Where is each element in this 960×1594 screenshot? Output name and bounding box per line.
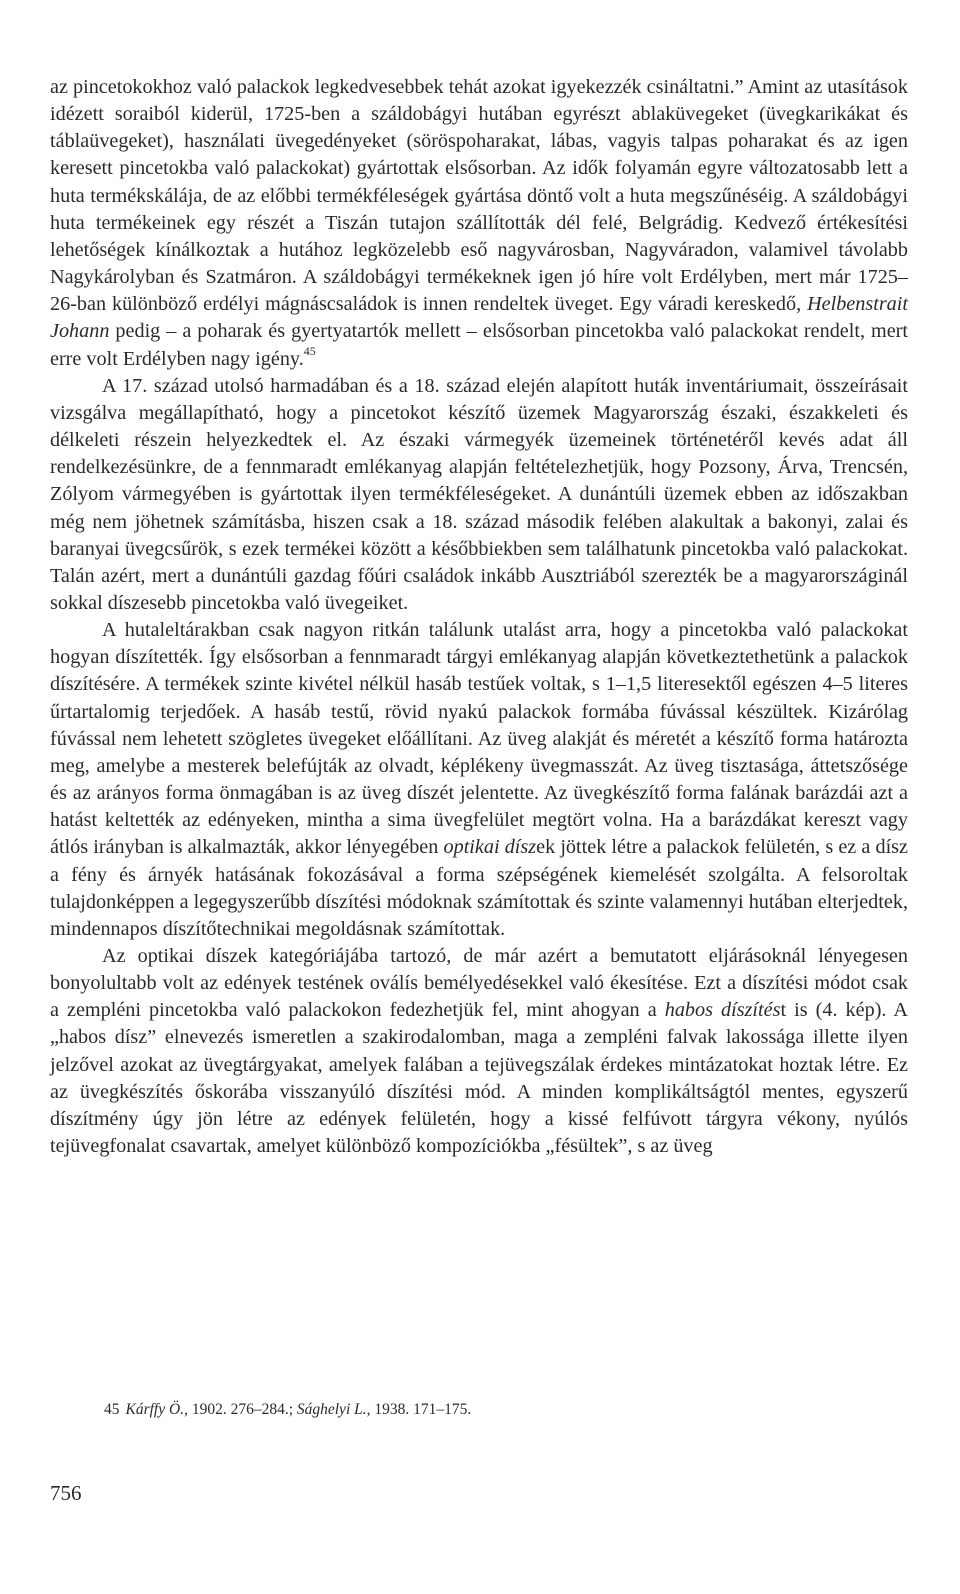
footnote xyxy=(104,1400,471,1420)
paragraph-text-segment: A hutaleltárakban csak nagyon ritkán találunk utalást arra, hogy a pincetokba való palackokat hogyan díszítették. Így elsősorban a fennmaradt tárgyi emlékanyag alapján következtethetünk a palackok díszítésére. A termékek szinte kivétel nélkül hasáb testűek voltak, s 1–1,5 literesektől egészen 4–5 literes űrtartalomig terjedőek. A hasáb testű, rövid nyakú palackok formába fúvással készültek. Kizárólag fúvással nem lehetett szögletes üvegeket előállítani. Az üveg alakját és méretét a készítő forma határozta meg, amelybe a mesterek belefújták az olvadt, képlékeny üvegmasszát. Az üveg tisztasága, áttetszősége és az arányos forma önmagában is az üveg díszét jelentette. Az üvegkészítő forma falának barázdái azt a hatást keltették az edényeken, mintha a sima üvegfelület megtört volna. Ha a barázdákat kereszt vagy átlós irányban is alkalmazták, akkor lényegében xyxy=(50,619,908,859)
paragraph-text-segment: A 17. század utolsó harmadában és a 18. század elején alapított huták inventáriumait, összeírásait vizsgálva megállapítható, hogy a pincetokot készítő üzemek Magyarország északi, északkeleti és délkeleti részein helyezkedtek el. Az északi vármegyék üzemeinek történetéről kevés adat áll rendelkezésünkre, de a fennmaradt emlékanyag alapján feltételezhetjük, hogy Pozsony, Árva, Trencsén, Zólyom vármegyében is gyártottak ilyen termékféleségeket. A dunántúli üzemek ebben az időszakban még nem jöhetnek számításba, hiszen csak a 18. század második felében alakultak a bakonyi, zalai és baranyai üvegcsűrök, s ezek termékei között a későbbiekben sem találhatunk pincetokba való palackokat. Talán azért, mert a dunántúli gazdag főúri családok inkább Ausztriából szerezték be a magyarországinál sokkal díszesebb pincetokba való üvegeiket. xyxy=(50,374,908,614)
paragraph-text-segment: pedig – a poharak és gyertyatartók mellett – elsősorban pincetokba való palackokat rendelt, mert erre volt Erdélyben nagy igény. xyxy=(50,320,908,370)
paragraph-1 xyxy=(50,74,908,373)
italic-name-helbenstrait: Helbenstrait Johann xyxy=(50,293,908,343)
page-number: 756 xyxy=(50,1481,82,1505)
paragraph-text-segment: t is (4. kép). A „habos dísz” elnevezés ismeretlen a szakirodalomban, maga a zempléni falvak lakossága illette ilyen jelzővel azokat az üvegtárgyakat, amelyek falában a tejüvegszálak érdekes mintázatokat hoztak létre. Ez az üvegkészítés őskorába visszanyúló díszítési mód. A minden komplikáltságtól mentes, egyszerű díszítmény úgy jön létre az edények felületén, hogy a kissé felfúvott tárgyra vékony, nyúlós tejüvegfonalat csavartak, amelyet különböző kompozíciókba „fésültek”, s az üveg xyxy=(50,999,908,1158)
footnote-text: , 1938. 171–175. xyxy=(366,1401,472,1418)
paragraph-text-segment: az pincetokokhoz való palackok legkedvesebbek tehát azokat igyekezzék csináltatni.” Amint az utasítások idézett soraiból kiderül, 1725-ben a száldobágyi hutában egyrészt ablaküvegeket (üvegkarikákat és táblaüvegeket), használati üvegedényeket (söröspoharakat, lábas, vagyis talpas poharakat és az igen keresett pincetokba való palackokat) gyártottak elsősorban. Az idők folyamán egyre változatosabb lett a huta termékskálája, de az előbbi termékféleségek gyártása döntő volt a huta megszűnéséig. A száldobágyi huta termékeinek egy részét a Tiszán tutajon szállították dél felé, Belgrádig. Kedvező értékesítési lehetőségek kínálkoztak a hutához legközelebb eső nagyvárosban, Nagyváradon, valamivel távolabb Nagykárolyban és Szatmáron. A száldobágyi termékeknek igen jó híre volt Erdélyben, mert már 1725–26-ban különböző erdélyi mágnáscsaládok is innen rendeltek üveget. Egy váradi kereskedő, xyxy=(50,76,908,316)
footnote-author: Sághelyi L. xyxy=(296,1401,367,1418)
footnote-text: , 1902. 276–284.; xyxy=(184,1401,297,1418)
paragraph-text-segment: Az optikai díszek kategóriájába tartozó, de már azért a bemutatott eljárásoknál lényegesen bonyolultabb volt az edények testének oválís bemélyedésekkel való ékesítése. Ezt a díszítési módot csak a zempléni pincetokba való palackokon fedezhetjük fel, mint ahogyan a xyxy=(50,945,908,1022)
paragraph-text-segment: ek jöttek létre a palackok felületén, s ez a dísz a fény és árnyék hatásának fokozásával a forma szépségének kiemelését szolgálta. A felsoroltak tulajdonképpen a legegyszerűbb díszítési módoknak számítottak és szinte valamennyi hutában elterjedtek, mindennapos díszítőtechnikai megoldásnak számítottak. xyxy=(50,836,908,940)
paragraph-4 xyxy=(50,943,908,1160)
footnote-reference[interactable]: 45 xyxy=(303,343,316,358)
footnote-number: 45 xyxy=(104,1401,120,1418)
footnote-author: Kárffy Ö. xyxy=(125,1401,185,1418)
italic-term-optikai-disz: optikai dísz xyxy=(443,836,537,859)
paragraph-2 xyxy=(50,373,908,617)
page-body xyxy=(50,74,908,1160)
paragraph-3 xyxy=(50,617,908,943)
italic-term-habos-diszites: habos díszítés xyxy=(664,999,781,1022)
